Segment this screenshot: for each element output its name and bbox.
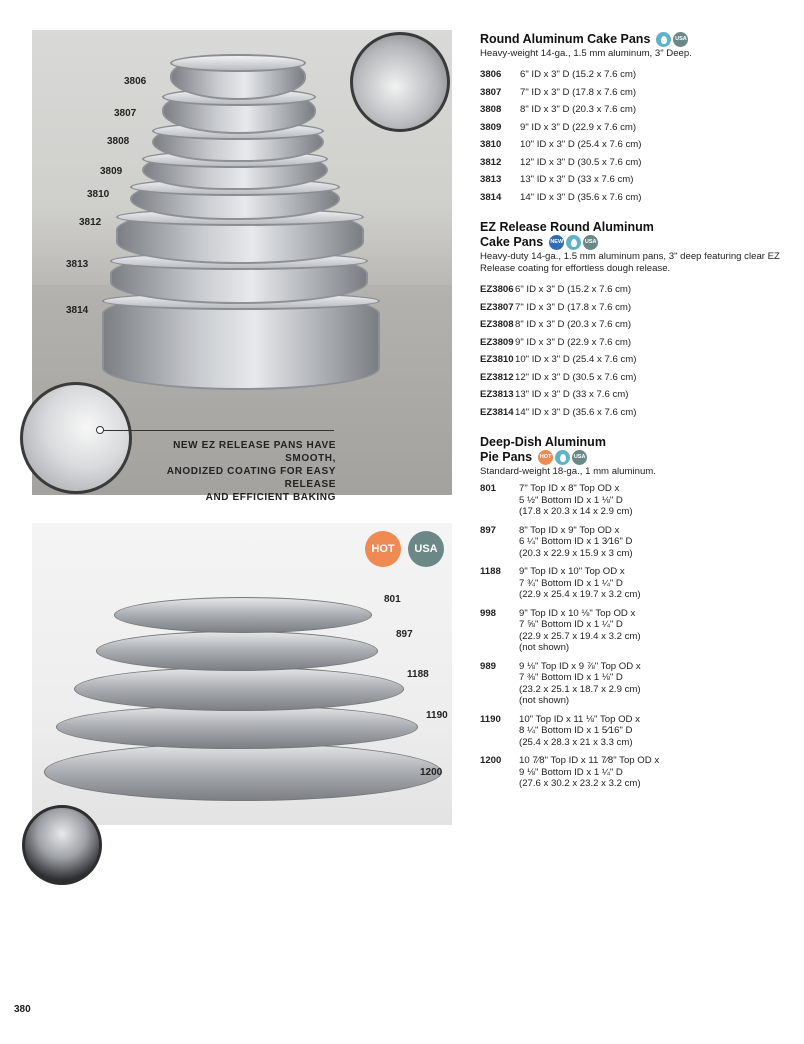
pan-3806 — [170, 54, 306, 100]
sku-row — [480, 84, 780, 102]
sku-dimensions: 9" Top ID x 10 ⅛" Top OD x 7 ⅝" Bottom ID x 1 ¼" D (22.9 x 25.7 x 19.4 x 3.2 cm) (not shown) — [519, 607, 641, 653]
sku-number: EZ3810 — [480, 354, 514, 365]
sku-dimensions: 9" Top ID x 10" Top OD x 7 ¾" Bottom ID x 1 ¼" D (22.9 x 25.4 x 19.7 x 3.2 cm) — [519, 566, 641, 600]
pie-pans-photo — [32, 523, 452, 825]
sku-dimensions: 10 7⁄8" Top ID x 11 7⁄8" Top OD x 9 ⅛" Bottom ID x 1 ¼" D (27.6 x 30.2 x 23.2 x 3.2 cm) — [519, 755, 660, 789]
sku-dimensions: 8" ID x 3" D (20.3 x 7.6 cm) — [520, 104, 637, 115]
piepan-897 — [96, 631, 378, 671]
usa-badge: USA — [673, 32, 688, 47]
section-title — [480, 435, 780, 450]
piepan-label: 1188 — [407, 669, 429, 680]
piepan-label: 897 — [396, 629, 413, 640]
pie-pan-detail-zoom — [22, 805, 102, 885]
sku-number: 3808 — [480, 104, 502, 115]
sku-number: 989 — [480, 660, 497, 672]
sku-dimensions: 7" Top ID x 8" Top OD x 5 ½" Bottom ID x 1 ⅛" D (17.8 x 20.3 x 14 x 2.9 cm) — [519, 483, 633, 517]
product-column — [480, 32, 780, 797]
sku-dimensions: 13" ID x 3" D (33 x 7.6 cm) — [520, 174, 634, 185]
piepan-1200 — [44, 743, 442, 801]
sku-dimensions: 6" ID x 3" D (15.2 x 7.6 cm) — [520, 69, 637, 80]
callout-line-2: ANODIZED COATING FOR EASY RELEASE — [166, 466, 336, 490]
sku-row — [480, 525, 780, 560]
section-title-line1: Deep-Dish Aluminum — [480, 435, 606, 449]
section-desc: Heavy-duty 14-ga., 1.5 mm aluminum pans, 3" deep featuring clear EZ Release coating for effortless dough release. — [480, 251, 780, 274]
drop-icon — [555, 450, 570, 465]
callout-line-3: AND EFFICIENT BAKING — [205, 492, 336, 503]
sku-row — [480, 101, 780, 119]
callout-dot — [96, 426, 104, 434]
piepan-1190 — [56, 705, 418, 749]
ez-release-section — [480, 220, 780, 421]
sku-number: EZ3813 — [480, 389, 514, 400]
new-badge: NEW — [549, 235, 564, 250]
sku-dimensions: 10" Top ID x 11 ⅛" Top OD x 8 ¼" Bottom ID x 1 5⁄16" D (25.4 x 28.3 x 21 x 3.3 cm) — [519, 713, 640, 748]
pan-label: 3810 — [87, 189, 110, 200]
drop-icon — [656, 32, 671, 47]
sku-number: 3814 — [480, 191, 502, 203]
sku-number: 801 — [480, 483, 497, 494]
sku-number: 998 — [480, 607, 497, 619]
pan-label: 3812 — [79, 217, 102, 228]
sku-row — [480, 404, 780, 422]
sku-row — [480, 755, 780, 790]
sku-list — [480, 483, 780, 790]
cake-pans-photo — [32, 30, 452, 503]
sku-dimensions: 13" ID x 3" D (33 x 7.6 cm) — [515, 389, 629, 400]
sku-row — [480, 661, 780, 707]
section-title-line2: Pie Pans — [480, 450, 533, 464]
sku-list — [480, 281, 780, 421]
sku-number: 3806 — [480, 69, 502, 80]
sku-row — [480, 351, 780, 369]
sku-number: 1188 — [480, 566, 501, 577]
sku-number: 1200 — [480, 755, 502, 766]
pan-label: 3808 — [107, 136, 130, 147]
section-title-text: Round Aluminum Cake Pans — [480, 32, 651, 46]
section-title — [480, 235, 780, 250]
section-title — [480, 450, 780, 465]
sku-row — [480, 154, 780, 172]
piepan-801 — [114, 597, 372, 633]
sku-row — [480, 386, 780, 404]
sku-number: EZ3812 — [480, 371, 514, 383]
coating-detail-zoom — [20, 382, 132, 494]
hot-badge: HOT — [538, 450, 553, 465]
section-desc: Standard-weight 18-ga., 1 mm aluminum. — [480, 466, 656, 477]
sku-dimensions: 6" ID x 3" D (15.2 x 7.6 cm) — [515, 284, 632, 295]
usa-badge: USA — [583, 235, 598, 250]
section-title — [480, 220, 780, 235]
sku-number: 897 — [480, 524, 497, 536]
sku-row — [480, 714, 780, 749]
piepan-label: 801 — [384, 594, 401, 605]
pan-3814 — [102, 292, 380, 390]
ez-release-callout — [136, 439, 336, 504]
pan-label: 3813 — [66, 259, 89, 270]
sku-number: EZ3806 — [480, 284, 514, 295]
sku-dimensions: 14" ID x 3" D (35.6 x 7.6 cm) — [515, 406, 637, 418]
pan-label: 3807 — [114, 108, 137, 119]
pan-label: 3809 — [100, 166, 123, 177]
sku-number: EZ3808 — [480, 319, 514, 330]
sku-row — [480, 334, 780, 352]
piepan-label: 1190 — [426, 710, 448, 721]
sku-row — [480, 189, 780, 207]
sku-number: EZ3809 — [480, 336, 514, 348]
sku-number: EZ3814 — [480, 406, 514, 418]
round-cake-pans-section — [480, 32, 780, 206]
section-title — [480, 32, 780, 47]
pan-label: 3806 — [124, 76, 147, 87]
sku-dimensions: 7" ID x 3" D (17.8 x 7.6 cm) — [515, 301, 632, 313]
sku-dimensions: 10" ID x 3" D (25.4 x 7.6 cm) — [515, 354, 637, 365]
rim-detail-zoom — [350, 32, 450, 132]
sku-dimensions: 8" ID x 3" D (20.3 x 7.6 cm) — [515, 319, 632, 330]
sku-row — [480, 608, 780, 654]
callout-line-1: NEW EZ RELEASE PANS HAVE SMOOTH, — [173, 440, 336, 464]
pan-label: 3814 — [66, 305, 89, 316]
section-desc: Heavy-weight 14-ga., 1.5 mm aluminum, 3" Deep. — [480, 48, 692, 59]
sku-dimensions: 9 ⅛" Top ID x 9 ⅞" Top OD x 7 ⅜" Bottom ID x 1 ⅛" D (23.2 x 25.1 x 18.7 x 2.9 cm) (not shown) — [519, 660, 641, 706]
sku-number: 3809 — [480, 121, 502, 133]
drop-icon — [566, 235, 581, 250]
piepan-1188 — [74, 667, 404, 711]
sku-number: 3813 — [480, 174, 502, 185]
sku-row — [480, 369, 780, 387]
sku-row — [480, 299, 780, 317]
sku-row — [480, 171, 780, 189]
sku-row — [480, 281, 780, 299]
sku-dimensions: 12" ID x 3" D (30.5 x 7.6 cm) — [520, 156, 642, 168]
sku-dimensions: 7" ID x 3" D (17.8 x 7.6 cm) — [520, 86, 637, 98]
sku-dimensions: 14" ID x 3" D (35.6 x 7.6 cm) — [520, 191, 642, 203]
sku-row — [480, 136, 780, 154]
sku-row — [480, 316, 780, 334]
section-title-line1: EZ Release Round Aluminum — [480, 220, 654, 234]
pie-pans-section — [480, 435, 780, 790]
sku-number: EZ3807 — [480, 301, 514, 313]
sku-dimensions: 8" Top ID x 9" Top OD x 6 ¼" Bottom ID x 1 3⁄16" D (20.3 x 22.9 x 15.9 x 3 cm) — [519, 524, 633, 559]
usa-badge: USA — [408, 531, 444, 567]
page-number: 380 — [14, 1004, 31, 1015]
sku-number: 3810 — [480, 139, 502, 150]
sku-row — [480, 119, 780, 137]
section-title-line2: Cake Pans — [480, 235, 544, 249]
callout-line — [102, 430, 334, 431]
sku-row — [480, 566, 780, 601]
sku-dimensions: 12" ID x 3" D (30.5 x 7.6 cm) — [515, 371, 637, 383]
sku-dimensions: 9" ID x 3" D (22.9 x 7.6 cm) — [520, 121, 637, 133]
sku-number: 1190 — [480, 713, 501, 725]
piepan-label: 1200 — [420, 767, 443, 778]
sku-dimensions: 10" ID x 3" D (25.4 x 7.6 cm) — [520, 139, 642, 150]
sku-list — [480, 66, 780, 206]
sku-row — [480, 483, 780, 518]
usa-badge: USA — [572, 450, 587, 465]
sku-dimensions: 9" ID x 3" D (22.9 x 7.6 cm) — [515, 336, 632, 348]
sku-number: 3807 — [480, 86, 502, 98]
sku-row — [480, 66, 780, 84]
sku-number: 3812 — [480, 156, 502, 168]
hot-badge: HOT — [365, 531, 401, 567]
